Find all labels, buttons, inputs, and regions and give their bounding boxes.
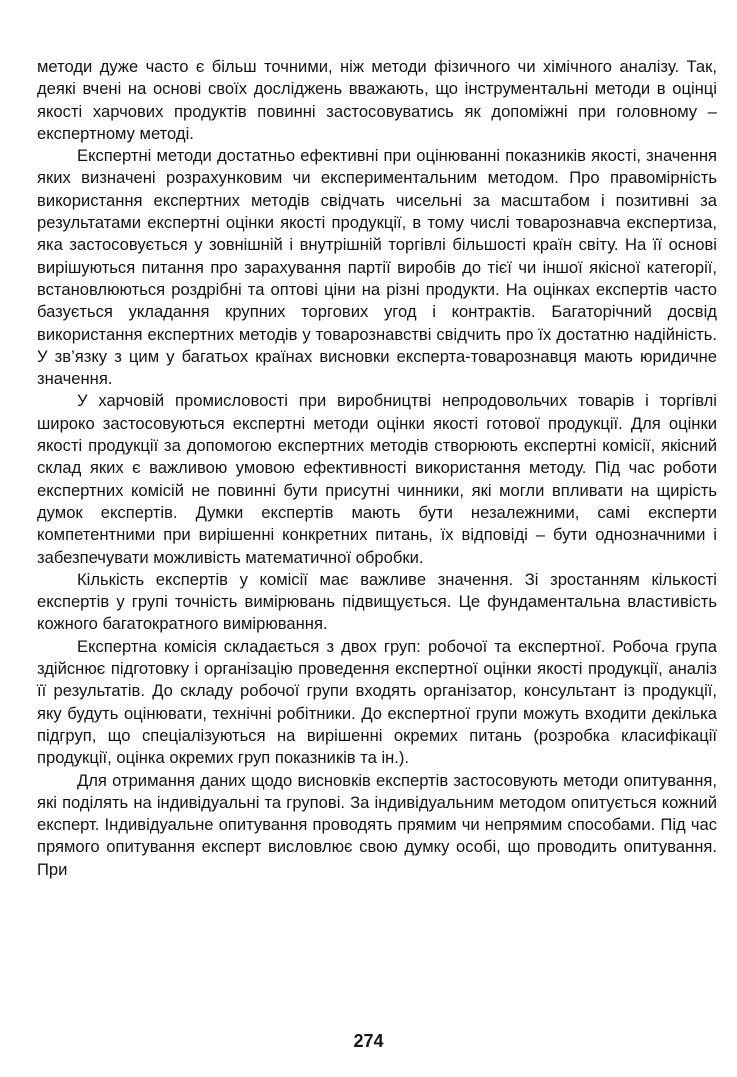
paragraph-4: Кількість експертів у комісії має важливе значення. Зі зростанням кількості експертів у групі точність вимірювань підвищується. Це фундаментальна властивість кожного багатократного вимірювання.	[37, 569, 717, 634]
page-number: 274	[353, 1031, 384, 1051]
paragraph-2: Експертні методи достатньо ефективні при оцінюванні показників якості, значення яких визначені розрахунковим чи експериментальним методом. Про правомірність використання експертних методів свідчать чисельні за масштабом і позитивні за результатами експертні оцінки якості продукції, в тому числі товарознавча експертиза, яка застосовується у зовнішній і внутрішній торгівлі більшості країн світу. На її основі вирішуються питання про зарахування партії виробів до тієї чи іншої якісної категорії, встановлюються роздрібні та оптові ціни на різні продукти. На оцінках експертів часто базується укладання крупних торгових угод і контрактів. Багаторічний досвід використання експертних методів у товарознавстві свідчить про їх достатню надійність. У зв’язку з цим у багатьох країнах висновки експерта-товарознавця мають юридичне значення.	[37, 146, 717, 389]
paragraph-3: У харчовій промисловості при виробництві непродовольчих товарів і торгівлі широко застосовуються експертні методи оцінки якості готової продукції. Для оцінки якості продукції за допомогою експертних методів створюють експертні комісії, якісний склад яких є важливою умовою ефективності використання методу. Під час роботи експертних комісій не повинні бути присутні чинники, які могли впливати на щирість думок експертів. Думки експертів мають бути незалежними, самі експерти компетентними при вирішенні конкретних питань, їх відповіді – бути однозначними і забезпечувати можливість математичної обробки.	[37, 391, 717, 567]
document-page	[37, 56, 717, 881]
paragraph-1: методи дуже часто є більш точними, ніж методи фізичного чи хімічного аналізу. Так, деякі вчені на основі своїх досліджень вважають, що інструментальні методи в оцінці якості харчових продуктів повинні застосовуватись як допоміжні при головному – експертному методі.	[37, 57, 717, 143]
paragraph-6: Для отримання даних щодо висновків експертів застосовують методи опитування, які поділять на індивідуальні та групові. За індивідуальним методом опитується кожний експерт. Індивідуальне опитування проводять прямим чи непрямим способами. Під час прямого опитування експерт висловлює свою думку особі, що проводить опитування. При	[37, 770, 717, 879]
paragraph-5: Експертна комісія складається з двох груп: робочої та експертної. Робоча група здійснює підготовку і організацію проведення експертної оцінки якості продукції, аналіз її результатів. До складу робочої групи входять організатор, консультант із продукції, яку будуть оцінювати, технічні робітники. До експертної групи можуть входити декілька підгруп, що спеціалізуються на вирішенні окремих питань (розробка класифікації продукції, оцінка окремих груп показників та ін.).	[37, 636, 717, 768]
